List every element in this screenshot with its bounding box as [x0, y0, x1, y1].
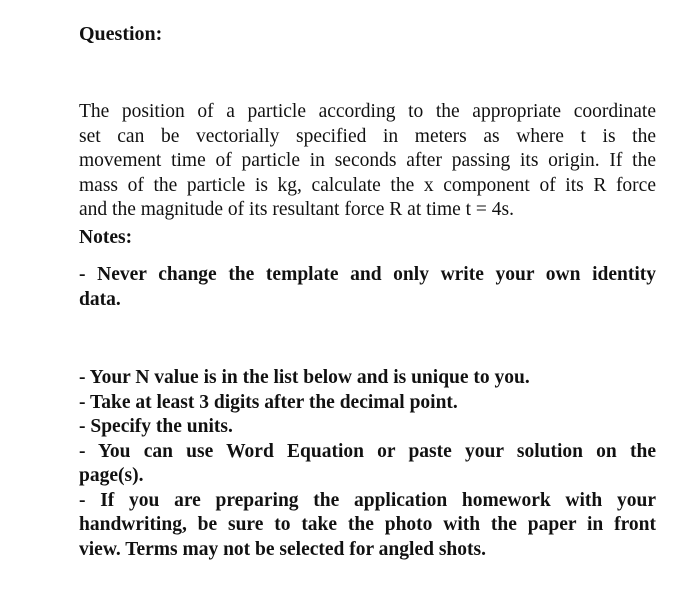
note-handwriting-line: view. Terms may not be selected for angled shots.	[79, 538, 486, 560]
note-template	[79, 263, 656, 312]
note-line: - Never change the template and only write your own identity	[79, 264, 656, 285]
paragraph-line: and the magnitude of its resultant force R at time t = 4s.	[79, 199, 515, 220]
notes-heading: Notes:	[79, 227, 133, 248]
paragraph-line: mass of the particle is kg, calculate the x component of its R force	[79, 174, 656, 196]
note-handwriting-line: handwriting, be sure to take the photo with the paper in front	[79, 514, 656, 535]
question-paragraph	[79, 100, 656, 223]
note-word-line: page(s).	[79, 465, 144, 486]
note-units: - Specify the units.	[79, 416, 233, 437]
note-word-line: - You can use Word Equation or paste your solution on the	[79, 440, 656, 462]
question-heading: Question:	[79, 23, 163, 45]
paragraph-line: movement time of particle in seconds after passing its origin. If the	[79, 150, 656, 171]
note-digits: - Take at least 3 digits after the decimal point.	[79, 391, 458, 413]
paragraph-line: The position of a particle according to the appropriate coordinate	[79, 101, 656, 122]
note-handwriting-line: - If you are preparing the application homework with your	[79, 489, 656, 511]
note-line: data.	[79, 288, 121, 310]
paragraph-line: set can be vectorially specified in meters as where t is the	[79, 125, 656, 147]
notes-list	[79, 366, 656, 562]
note-n-value: - Your N value is in the list below and is unique to you.	[79, 367, 530, 388]
